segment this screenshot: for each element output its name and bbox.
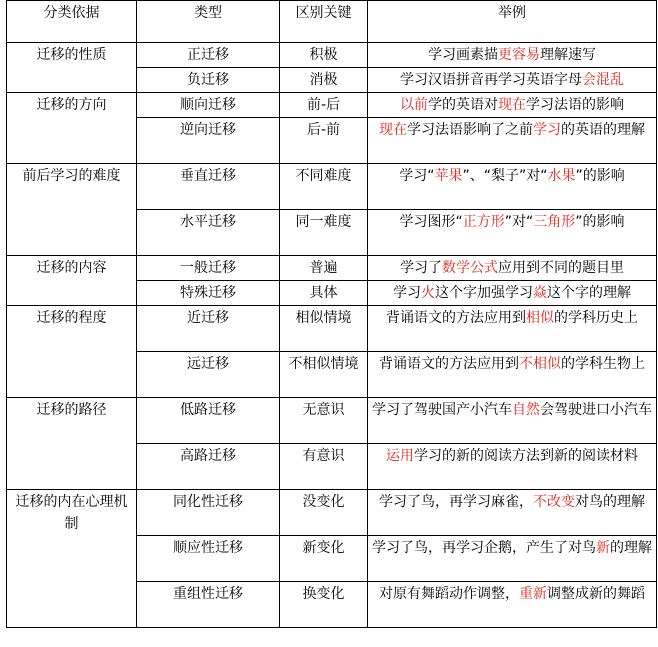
cell-type: 特殊迁移 [137, 281, 280, 306]
highlight-text: 正方形 [462, 214, 505, 230]
table-row [7, 164, 657, 210]
highlight-text: 焱 [533, 285, 547, 301]
table-row [7, 398, 657, 444]
highlight-text: 现在 [498, 97, 526, 113]
cell-type: 一般迁移 [137, 256, 280, 281]
example-text: 学习了 [400, 260, 442, 276]
example-text: 学习“ [399, 168, 435, 184]
header-example: 举例 [368, 1, 657, 43]
highlight-text: 新 [596, 540, 610, 556]
cell-key: 后-前 [280, 118, 368, 164]
example-text: 学的英语对 [428, 97, 498, 113]
example-text: 学习法语的影响 [526, 97, 624, 113]
cell-example [368, 582, 657, 628]
highlight-text: 苹果 [434, 168, 463, 184]
cell-basis: 迁移的路径 [7, 398, 137, 490]
cell-example [368, 164, 657, 210]
example-text: 学习汉语拼音再学习英语字母 [400, 72, 582, 88]
cell-type: 水平迁移 [137, 210, 280, 256]
cell-key: 新变化 [280, 536, 368, 582]
header-type: 类型 [137, 1, 280, 43]
cell-type: 低路迁移 [137, 398, 280, 444]
cell-basis: 迁移的内在心理机制 [7, 490, 137, 628]
example-text: 这个字的理解 [547, 285, 631, 301]
example-text: 学习图形“ [399, 214, 463, 230]
cell-type: 远迁移 [137, 352, 280, 398]
cell-type: 负迁移 [137, 68, 280, 93]
highlight-text: 三角形 [533, 214, 576, 230]
cell-type: 正迁移 [137, 43, 280, 68]
example-text: ”、“梨子”对“ [462, 168, 548, 184]
highlight-text: 重新 [519, 586, 547, 602]
example-text: 背诵语文的方法应用到 [379, 356, 519, 372]
cell-example [368, 118, 657, 164]
example-text: 学习了驾驶国产小汽车 [372, 402, 512, 418]
cell-basis: 迁移的程度 [7, 306, 137, 398]
cell-type: 顺向迁移 [137, 93, 280, 118]
example-text: ”对“ [504, 214, 534, 230]
cell-key: 不相似情境 [280, 352, 368, 398]
example-text: 背诵语文的方法应用到 [386, 310, 526, 326]
table-row [7, 306, 657, 352]
highlight-text: 更容易 [498, 47, 540, 63]
table-body [7, 43, 657, 628]
cell-example [368, 68, 657, 93]
highlight-text: 学习 [533, 122, 561, 138]
cell-key: 不同难度 [280, 164, 368, 210]
cell-key: 没变化 [280, 490, 368, 536]
cell-key: 有意识 [280, 444, 368, 490]
example-text: 调整成新的舞蹈 [547, 586, 645, 602]
table-row [7, 490, 657, 536]
table-row [7, 43, 657, 68]
example-text: 的学科生物上 [561, 356, 645, 372]
cell-example [368, 444, 657, 490]
cell-basis: 迁移的性质 [7, 43, 137, 93]
example-text: 的英语的理解 [561, 122, 645, 138]
transfer-classification-table [6, 0, 657, 628]
highlight-text: 火 [421, 285, 435, 301]
highlight-text: 以前 [400, 97, 428, 113]
header-key: 区别关键 [280, 1, 368, 43]
cell-key: 普遍 [280, 256, 368, 281]
header-basis: 分类依据 [7, 1, 137, 43]
example-text: 这个字加强学习 [435, 285, 533, 301]
highlight-text: 水果 [547, 168, 576, 184]
cell-type: 顺应性迁移 [137, 536, 280, 582]
cell-type: 同化性迁移 [137, 490, 280, 536]
cell-basis: 迁移的方向 [7, 93, 137, 164]
cell-example [368, 352, 657, 398]
cell-example [368, 281, 657, 306]
cell-key: 消极 [280, 68, 368, 93]
cell-example [368, 490, 657, 536]
cell-example [368, 93, 657, 118]
highlight-text: 不改变 [533, 494, 575, 510]
cell-type: 高路迁移 [137, 444, 280, 490]
cell-key: 具体 [280, 281, 368, 306]
example-text: 对原有舞蹈动作调整， [379, 586, 519, 602]
highlight-text: 不相似 [519, 356, 561, 372]
highlight-text: 现在 [379, 122, 407, 138]
cell-key: 前-后 [280, 93, 368, 118]
example-text: 学习法语影响了之前 [407, 122, 533, 138]
example-text: 学习 [393, 285, 421, 301]
cell-type: 垂直迁移 [137, 164, 280, 210]
example-text: 的学科历史上 [554, 310, 638, 326]
cell-key: 同一难度 [280, 210, 368, 256]
cell-example [368, 256, 657, 281]
cell-example [368, 43, 657, 68]
cell-basis: 前后学习的难度 [7, 164, 137, 256]
example-text: 学习了鸟，再学习企鹅，产生了对鸟 [372, 540, 596, 556]
highlight-text: 数学公式 [442, 260, 498, 276]
example-text: 学习的新的阅读方法到新的阅读材料 [414, 448, 638, 464]
example-text: 对鸟的理解 [575, 494, 645, 510]
cell-key: 无意识 [280, 398, 368, 444]
table-row [7, 93, 657, 118]
example-text: 的理解 [610, 540, 652, 556]
cell-example [368, 306, 657, 352]
example-text: 学习了鸟，再学习麻雀， [379, 494, 533, 510]
example-text: ”的影响 [575, 214, 625, 230]
table-wrapper [6, 0, 657, 628]
table-row [7, 256, 657, 281]
header-row [7, 1, 657, 43]
highlight-text: 会混乱 [582, 72, 624, 88]
cell-key: 相似情境 [280, 306, 368, 352]
cell-basis: 迁移的内容 [7, 256, 137, 306]
cell-example [368, 210, 657, 256]
cell-type: 近迁移 [137, 306, 280, 352]
cell-type: 逆向迁移 [137, 118, 280, 164]
cell-key: 积极 [280, 43, 368, 68]
cell-key: 换变化 [280, 582, 368, 628]
highlight-text: 相似 [526, 310, 554, 326]
highlight-text: 自然 [512, 402, 540, 418]
cell-example [368, 536, 657, 582]
highlight-text: 运用 [386, 448, 414, 464]
example-text: 会驾驶进口小汽车 [540, 402, 652, 418]
example-text: 学习画素描 [428, 47, 498, 63]
example-text: 应用到不同的题目里 [498, 260, 624, 276]
cell-example [368, 398, 657, 444]
example-text: ”的影响 [575, 168, 625, 184]
example-text: 理解速写 [540, 47, 596, 63]
cell-type: 重组性迁移 [137, 582, 280, 628]
